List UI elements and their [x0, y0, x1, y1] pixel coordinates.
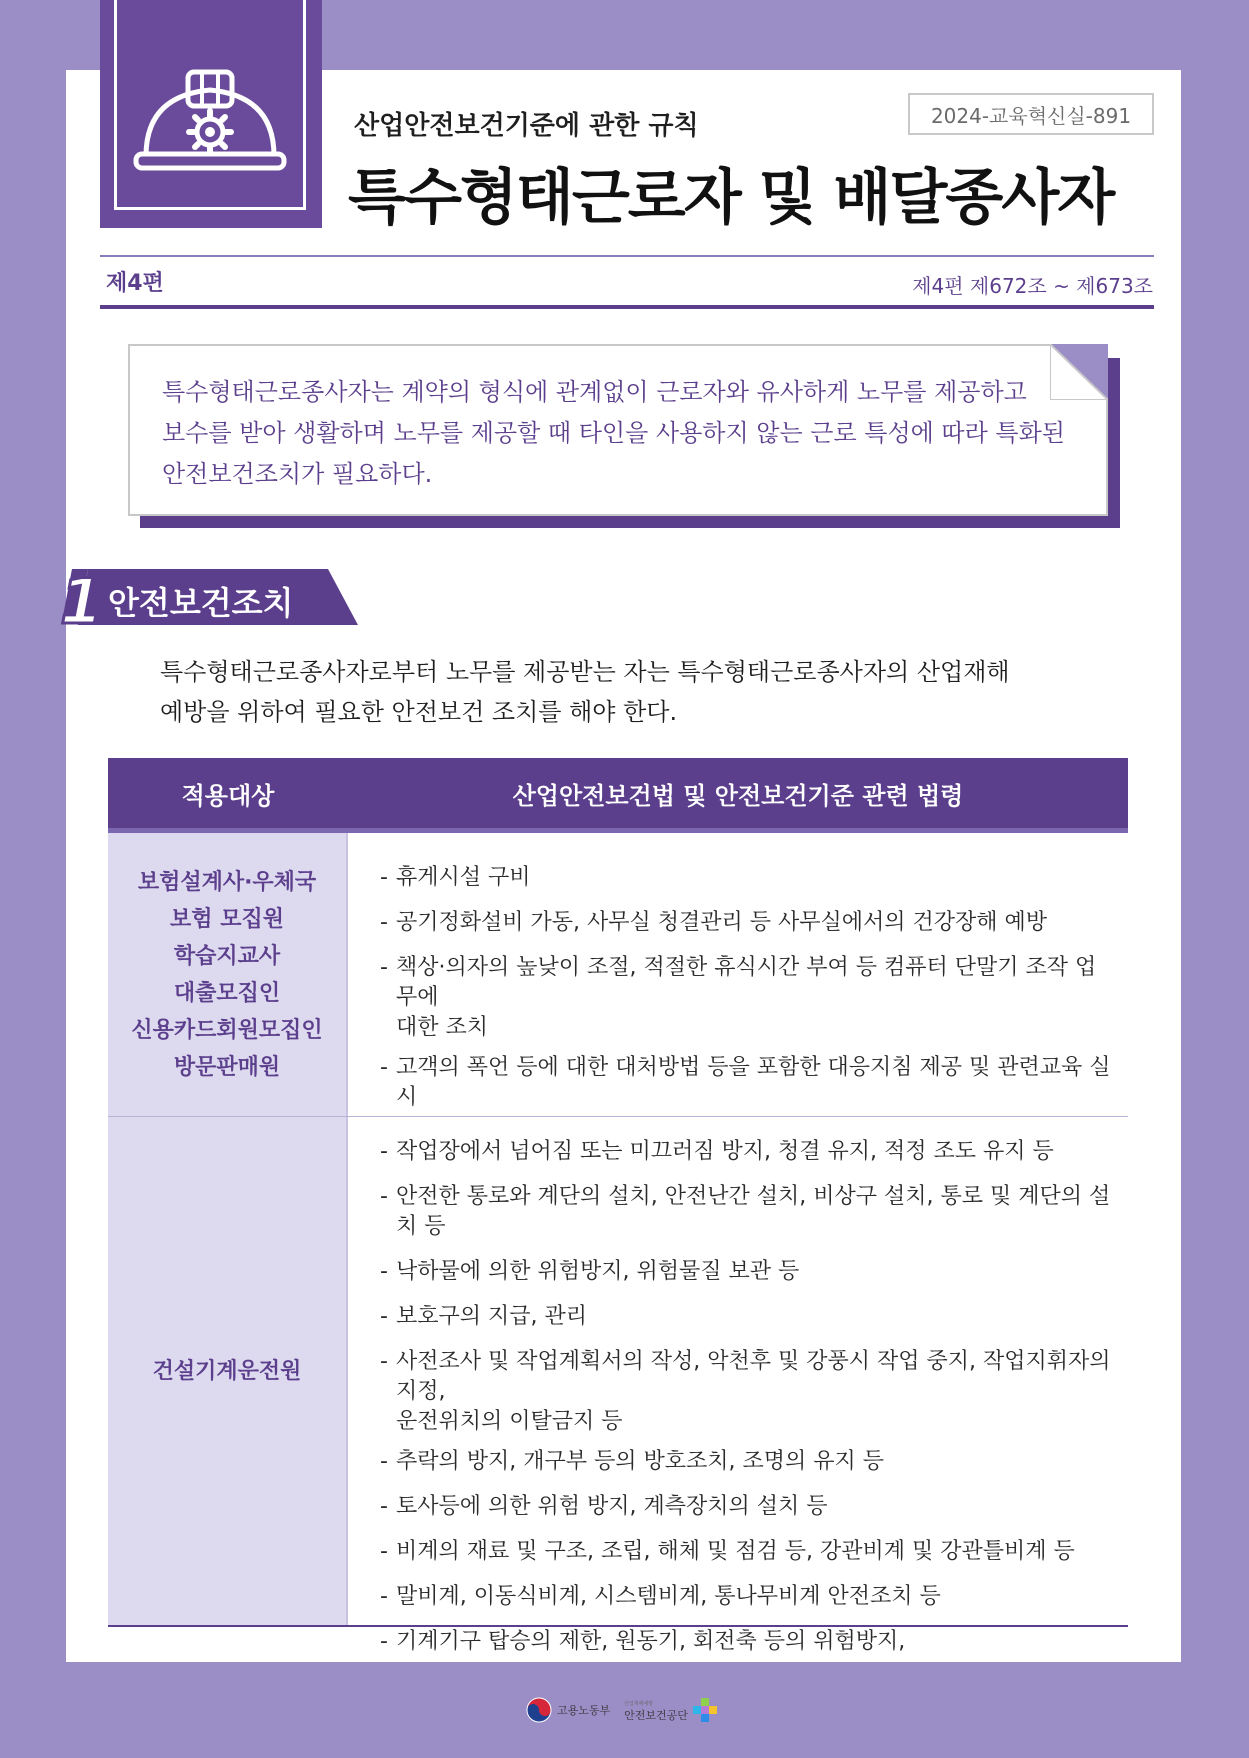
- target-name: 방문판매원: [173, 1054, 281, 1080]
- intro-line: 보수를 받아 생활하며 노무를 제공할 때 타인을 사용하지 않는 근로 특성에 따라 특화된: [162, 419, 1065, 447]
- intro-line: 안전보건조치가 필요하다.: [162, 460, 433, 488]
- kosha-cross-icon: [692, 1697, 718, 1723]
- regulation-cell: [348, 1117, 1128, 1654]
- table-row: [108, 1117, 1128, 1654]
- list-item: - 작업장에서 넘어짐 또는 미끄러짐 방지, 청결 유지, 적정 조도 유지 등: [380, 1139, 1054, 1164]
- ministry-name: 고용노동부: [557, 1704, 611, 1717]
- table-header: [108, 758, 1128, 828]
- hard-hat-gear-icon: [130, 64, 290, 184]
- footer-logos: [525, 1696, 718, 1724]
- target-name: 보험 모집원: [170, 906, 284, 932]
- target-name: 건설기계운전원: [152, 1358, 302, 1384]
- target-cell: [108, 833, 348, 1116]
- target-name: 보험설계사·우체국: [137, 869, 317, 895]
- list-item: - 추락의 방지, 개구부 등의 방호조치, 조명의 유지 등: [380, 1449, 884, 1474]
- header-bookmark: [100, 0, 322, 228]
- list-item: - 말비계, 이동식비계, 시스템비계, 통나무비계 안전조치 등: [380, 1584, 941, 1609]
- target-cell: [108, 1117, 348, 1625]
- list-item: - 토사등에 의한 위험 방지, 계측장치의 설치 등: [380, 1494, 828, 1519]
- intro-line: 특수형태근로종사자는 계약의 형식에 관계없이 근로자와 유사하게 노무를 제공하고: [162, 378, 1027, 406]
- divider: [100, 255, 1154, 257]
- agency-name: 안전보건공단: [624, 1709, 688, 1722]
- target-name: 대출모집인: [173, 980, 281, 1006]
- section-title: 안전보건조치: [108, 584, 294, 622]
- section-desc-line: 특수형태근로종사자로부터 노무를 제공받는 자는 특수형태근로종사자의 산업재해: [160, 658, 1010, 686]
- list-item: - 고객의 폭언 등에 대한 대처방법 등을 포함한 대응지침 제공 및 관련교육 실시: [380, 1055, 1111, 1110]
- korea-emblem-icon: [525, 1696, 553, 1724]
- section-description: [160, 652, 1010, 732]
- agency-tagline: 산업재해예방: [624, 1701, 654, 1707]
- page-title: 특수형태근로자 및 배달종사자: [348, 163, 1114, 233]
- list-item: - 사전조사 및 작업계획서의 작성, 악천후 및 강풍시 작업 중지, 작업지휘자의 지정, 운전위치의 이탈금지 등: [380, 1349, 1111, 1434]
- list-item: - 안전한 통로와 계단의 설치, 안전난간 설치, 비상구 설치, 통로 및 계단의 설치 등: [380, 1184, 1111, 1239]
- section-number: 1: [60, 565, 104, 629]
- list-item: - 낙하물에 의한 위험방지, 위험물질 보관 등: [380, 1259, 800, 1284]
- table-row: [108, 833, 1128, 1117]
- list-item: - 공기정화설비 가동, 사무실 청결관리 등 사무실에서의 건강장해 예방: [380, 910, 1048, 935]
- list-item: - 보호구의 지급, 관리: [380, 1304, 587, 1329]
- divider: [100, 305, 1154, 309]
- column-header-regulations: 산업안전보건법 및 안전보건기준 관련 법령: [348, 758, 1128, 828]
- target-name: 학습지교사: [173, 943, 281, 969]
- section-desc-line: 예방을 위하여 필요한 안전보건 조치를 해야 한다.: [160, 698, 678, 726]
- article-range: 제4편 제672조 ~ 제673조: [912, 274, 1153, 298]
- part-label: 제4편: [106, 271, 164, 296]
- list-item: - 기계기구 탑승의 제한, 원동기, 회전축 등의 위험방지,: [380, 1629, 906, 1654]
- target-name: 신용카드회원모집인: [131, 1017, 323, 1043]
- regulation-cell: [348, 833, 1128, 1116]
- column-header-target: 적용대상: [108, 758, 348, 828]
- intro-box: [128, 344, 1108, 516]
- regulation-table: [108, 758, 1128, 1654]
- agency-logo: [624, 1697, 718, 1723]
- document-subtitle: 산업안전보건기준에 관한 규칙: [354, 111, 699, 141]
- page-fold-icon: [1050, 344, 1108, 400]
- ministry-logo: [525, 1696, 610, 1724]
- document-code: 2024-교육혁신실-891: [908, 93, 1154, 135]
- list-item: - 비계의 재료 및 구조, 조립, 해체 및 점검 등, 강관비계 및 강관틀비계 등: [380, 1539, 1075, 1564]
- list-item: - 책상·의자의 높낮이 조절, 적절한 휴식시간 부여 등 컴퓨터 단말기 조작 업무에 대한 조치: [380, 955, 1097, 1040]
- list-item: - 휴게시설 구비: [380, 865, 531, 890]
